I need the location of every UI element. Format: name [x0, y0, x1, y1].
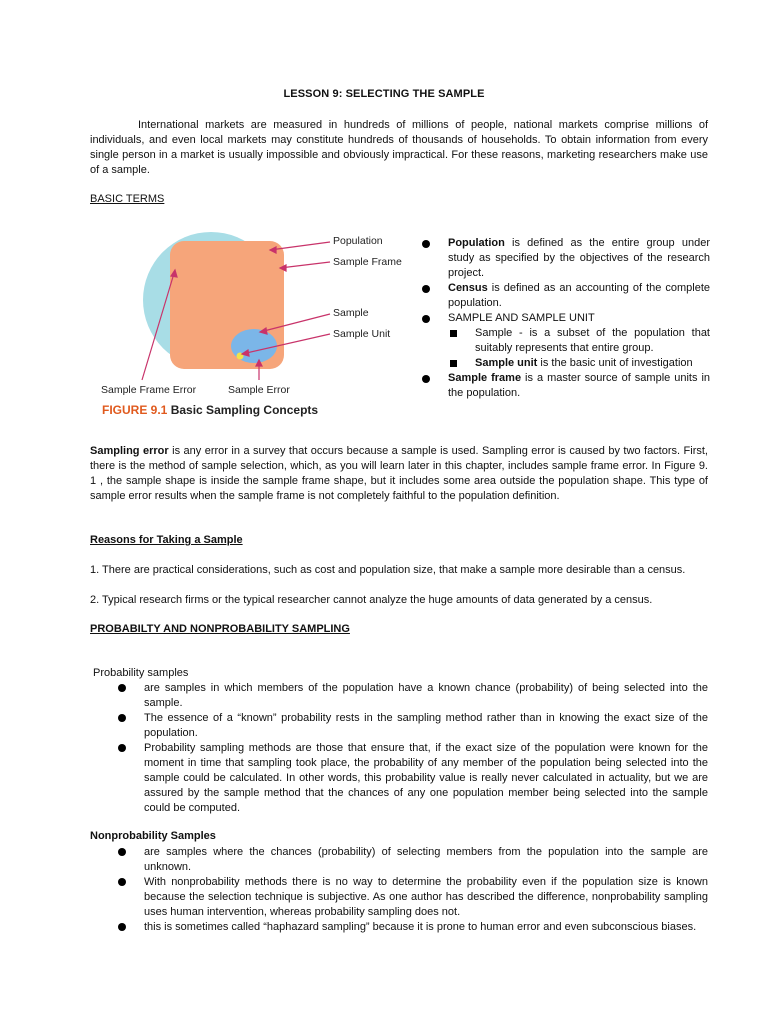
bullet-icon: [422, 240, 430, 248]
sample-label: Sample: [333, 307, 369, 319]
bullet-icon: [118, 684, 126, 692]
sample-unit-label: Sample Unit: [333, 328, 391, 340]
bullet-icon: [118, 744, 126, 752]
bullet-icon: [118, 923, 126, 931]
figure-caption: [102, 403, 318, 417]
definition-sample-unit: Sample unit is the basic unit of investigation: [420, 356, 710, 371]
bullet-icon: [422, 375, 430, 383]
list-item: are samples where the chances (probability) of selecting members from the population into the sample are unknown.: [116, 845, 708, 875]
reasons-heading: Reasons for Taking a Sample: [90, 534, 243, 546]
sample-frame-error-label: Sample Frame Error: [101, 384, 197, 396]
list-item: With nonprobability methods there is no way to determine the probability even if the population size is known because the selection technique is subjective. As one author has described the difference, nonprobability sampling uses human intervention, whereas probability sampling does not.: [116, 875, 708, 920]
probability-list: [116, 681, 708, 816]
definition-census: Census is defined as an accounting of the complete population.: [420, 281, 710, 311]
reason-1: 1. There are practical considerations, such as cost and population size, that make a sample more desirable than a census.: [90, 564, 686, 576]
figure-caption-text: Basic Sampling Concepts: [170, 403, 319, 417]
bullet-icon: [118, 848, 126, 856]
prob-nonprob-heading: PROBABILTY AND NONPROBABILITY SAMPLING: [90, 623, 350, 635]
list-item: The essence of a “known” probability rests in the sampling method rather than in knowing the exact size of the population.: [116, 711, 708, 741]
nonprobability-list: [116, 845, 708, 935]
definition-sample: Sample - is a subset of the population that suitably represents that entire group.: [420, 326, 710, 356]
sample-frame-label: Sample Frame: [333, 256, 402, 268]
sample-error-label: Sample Error: [228, 384, 290, 396]
definition-sample-frame: Sample frame is a master source of sample units in the population.: [420, 371, 710, 401]
sampling-error-paragraph: Sampling error is any error in a survey that occurs because a sample is used. Sampling error is caused by two factors. First, there is the method of sample selection, which, as you will learn later in this chapter, includes sample frame error. In Figure 9. 1 , the sample shape is inside the sample frame shape, but it includes some area outside the population shape. This type of sample error results when the sample frame is not completely faithful to the population definition.: [90, 445, 708, 502]
list-item: are samples in which members of the population have a known chance (probability) of being selected into the sample.: [116, 681, 708, 711]
square-bullet-icon: [450, 330, 457, 337]
reason-2: 2. Typical research firms or the typical researcher cannot analyze the huge amounts of data generated by a census.: [90, 594, 653, 606]
definition-population: Population is defined as the entire group under study as specified by the objectives of the research project.: [420, 236, 710, 281]
probability-samples-heading: Probability samples: [93, 667, 189, 679]
list-item: this is sometimes called “haphazard sampling” because it is prone to human error and even subconscious biases.: [116, 920, 708, 935]
square-bullet-icon: [450, 360, 457, 367]
basic-sampling-figure: [90, 220, 420, 420]
bullet-icon: [118, 878, 126, 886]
population-label: Population: [333, 235, 383, 247]
figure-caption-number: FIGURE 9.1: [102, 403, 168, 417]
bullet-icon: [118, 714, 126, 722]
intro-paragraph: International markets are measured in hundreds of millions of people, national markets comprise millions of individuals, and even local markets may constitute hundreds of thousands of households. To obtain information from every single person in a market is usually impossible and obviously impractical. For these reasons, marketing researchers make use of a sample.: [90, 119, 708, 176]
page-title: LESSON 9: SELECTING THE SAMPLE: [283, 88, 485, 100]
nonprobability-samples-heading: Nonprobability Samples: [90, 830, 216, 842]
list-item: Probability sampling methods are those that ensure that, if the exact size of the population were known for the moment in time that sampling took place, the probability of any member of the population being selected into the sample could be calculated. In other words, this probability value is really never calculated in actuality, but we are assured by the sample method that the chances of any one population member being selected into the sample could be computed.: [116, 741, 708, 816]
definition-sample-and-unit: SAMPLE AND SAMPLE UNIT: [420, 311, 710, 326]
bullet-icon: [422, 285, 430, 293]
bullet-icon: [422, 315, 430, 323]
basic-terms-heading: BASIC TERMS: [90, 193, 165, 205]
definitions-list: [420, 236, 710, 401]
